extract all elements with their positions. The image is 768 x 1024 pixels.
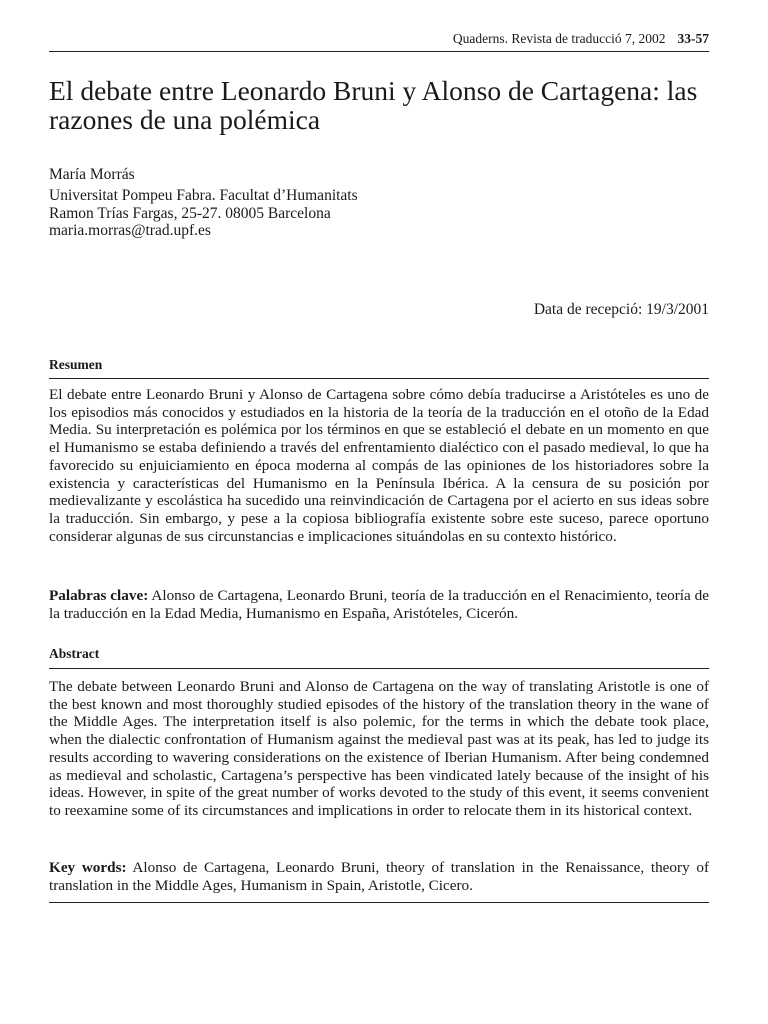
abstract-bottom-rule: [49, 902, 709, 903]
author-email[interactable]: maria.morras@trad.upf.es: [49, 222, 211, 239]
abstract-heading: Abstract: [49, 646, 100, 661]
key-words-label: Key words:: [49, 859, 127, 876]
resumen-heading: Resumen: [49, 357, 103, 372]
resumen-keywords: [49, 587, 709, 622]
abstract-keywords: [49, 859, 709, 894]
running-header: [453, 31, 709, 47]
page-range: 33-57: [677, 31, 709, 46]
abstract-text: The debate between Leonardo Bruni and Alonso de Cartagena on the way of translating Aristotle is one of the best known and most thoroughly studied episodes of the history of the translation theory in the wane of the Middle Ages. The interpretation itself is also polemic, for the terms in which the debate took place, when the dialectic confrontation of Humanism against the medieval past was at its peak, has led to judge its results according to wavering considerations on the existence of Iberian Humanism. After being condemned as medieval and scholastic, Cartagena’s perspective has been vindicated lately because of the insight of his ideas. However, in spite of the great number of works devoted to the study of this event, it seems convenient to reexamine some of its circumstances and implications in order to relocate them in its historical context.: [49, 678, 709, 819]
author-affiliation: [49, 187, 358, 240]
keywords-list: Alonso de Cartagena, Leonardo Bruni, teoría de la traducción en el Renacimiento, teoría de la traducción en la Edad Media, Humanismo en España, Aristóteles, Cicerón.: [49, 587, 709, 622]
journal-citation: Quaderns. Revista de traducció 7, 2002: [452, 31, 666, 46]
affiliation-address: Ramon Trías Fargas, 25-27. 08005 Barcelona: [49, 204, 331, 222]
header-rule: [49, 51, 709, 52]
author-name: María Morrás: [49, 166, 135, 183]
article-title: El debate entre Leonardo Bruni y Alonso de Cartagena: las razones de una polémica: [49, 75, 698, 135]
resumen-rule: [49, 378, 709, 379]
resumen-text: El debate entre Leonardo Bruni y Alonso de Cartagena sobre cómo debía traducirse a Aristóteles es uno de los episodios más conocidos y estudiados en la historia de la teoría de la traducción en el otoño de la Edad Media. Su interpretación es polémica por los términos en que se estableció el debate en un momento en que el Humanismo se estaba definiendo a través del enfrentamiento dialéctico con el pasado medieval, lo que ha favorecido su enjuiciamiento en época moderna al compás de las opiniones de los historiadores sobre la existencia y características del Humanismo en la Península Ibérica. A la censura de su posición por medievalizante y escolástica ha sucedido una reinvindicación de Cartagena por el acierto en sus ideas sobre la traducción. Sin embargo, y pese a la copiosa bibliografía existente sobre este suceso, parece oportuno considerar algunas de sus circunstancias e implicaciones situándolas en su contexto histórico.: [49, 386, 709, 545]
affiliation-institution: Universitat Pompeu Fabra. Facultat d’Humanitats: [49, 187, 358, 204]
keywords-label: Palabras clave:: [49, 587, 149, 604]
received-date: Data de recepció: 19/3/2001: [533, 301, 709, 318]
article-page: [49, 0, 709, 1024]
abstract-rule: [49, 668, 709, 669]
key-words-list: Alonso de Cartagena, Leonardo Bruni, theory of translation in the Renaissance, theory of translation in the Middle Ages, Humanism in Spain, Aristotle, Cicero.: [49, 859, 710, 894]
